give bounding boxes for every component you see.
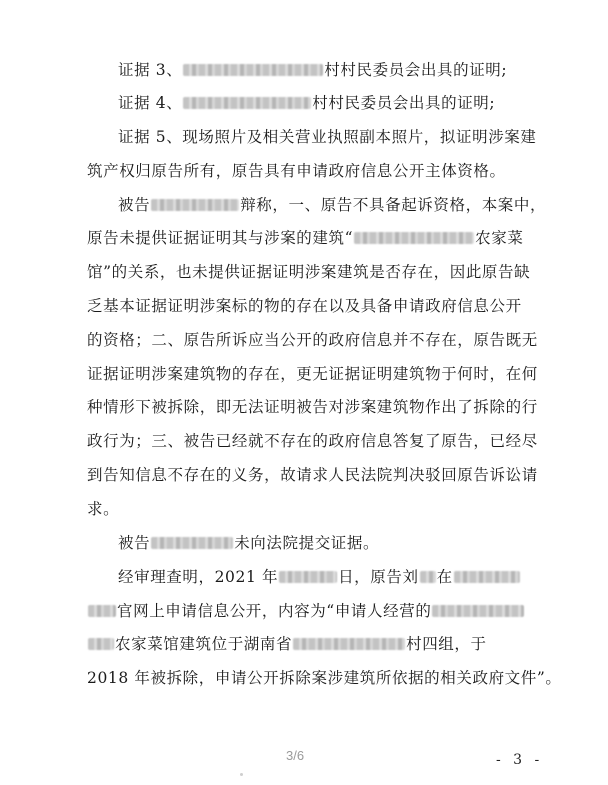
redaction: [293, 638, 405, 650]
redaction: [432, 605, 524, 617]
evidence-3-line: [118, 60, 507, 80]
redaction: [354, 232, 474, 244]
paragraph-line: 的资格；二、原告所诉应当公开的政府信息并不存在，原告既无: [87, 331, 538, 349]
redaction: [183, 97, 311, 109]
redaction: [151, 537, 233, 549]
text: 证据 3、: [118, 61, 183, 79]
paragraph-line: 证据证明涉案建筑物的存在，更无证据证明建筑物于何时，在何: [87, 365, 538, 383]
paragraph-line: 种情形下被拆除，即无法证明被告对涉案建筑物作出了拆除的行: [87, 398, 538, 416]
paragraph-line: 到告知信息不存在的义务，故请求人民法院判决驳回原告诉讼请: [87, 466, 538, 484]
text: 村四组，于: [406, 635, 487, 653]
findings-line: [118, 567, 521, 587]
redaction: [88, 605, 116, 617]
text: 经审理查明，2021 年: [118, 568, 279, 586]
paragraph-line: 筑产权归原告所有，原告具有申请政府信息公开主体资格。: [87, 162, 506, 180]
redaction: [420, 571, 436, 583]
redaction: [279, 571, 337, 583]
text: 未向法院提交证据。: [234, 534, 380, 552]
defense-line: [118, 195, 546, 215]
paragraph-line: 求。: [87, 500, 120, 518]
paragraph-line: 馆”的关系，也未提供证据证明涉案建筑是否存在，因此原告缺: [87, 263, 531, 281]
paragraph-line: [87, 228, 523, 248]
text: 农家菜: [475, 229, 524, 247]
evidence-4-line: [118, 93, 495, 113]
text: 被告: [118, 534, 151, 552]
text: 村村民委员会出具的证明;: [324, 61, 508, 79]
defendant-no-evidence-line: [118, 533, 379, 553]
text: 证据 4、: [118, 94, 183, 112]
text: 官网上申请信息公开，内容为“申请人经营的: [117, 602, 432, 620]
paragraph-line: [87, 601, 525, 621]
text: 日，原告刘: [338, 568, 419, 586]
text: 被告: [118, 196, 151, 214]
text: 原告未提供证据证明其与涉案的建筑“: [87, 229, 354, 247]
text: 村村民委员会出具的证明;: [312, 94, 496, 112]
page-indicator: 3/6: [286, 748, 305, 763]
paragraph-line: 2018 年被拆除，申请公开拆除案涉建筑所依据的相关政府文件”。: [87, 669, 562, 687]
paragraph-line: 政行为；三、被告已经就不存在的政府信息答复了原告，已经尽: [87, 432, 538, 450]
paragraph-line: 乏基本证据证明涉案标的物的存在以及具备申请政府信息公开: [87, 297, 522, 315]
text: 农家菜馆建筑位于湖南省: [115, 635, 293, 653]
page-number: - 3 -: [496, 752, 544, 768]
redaction: [151, 199, 239, 211]
redaction: [88, 638, 114, 650]
text: 辩称，一、原告不具备起诉资格，本案中，: [240, 196, 547, 214]
paragraph-line: [87, 634, 487, 654]
scan-speck: [240, 773, 243, 776]
evidence-5-line: 证据 5、现场照片及相关营业执照副本照片，拟证明涉案建: [118, 128, 537, 146]
redaction: [183, 64, 323, 76]
redaction: [454, 571, 520, 583]
text: 在: [436, 568, 453, 586]
